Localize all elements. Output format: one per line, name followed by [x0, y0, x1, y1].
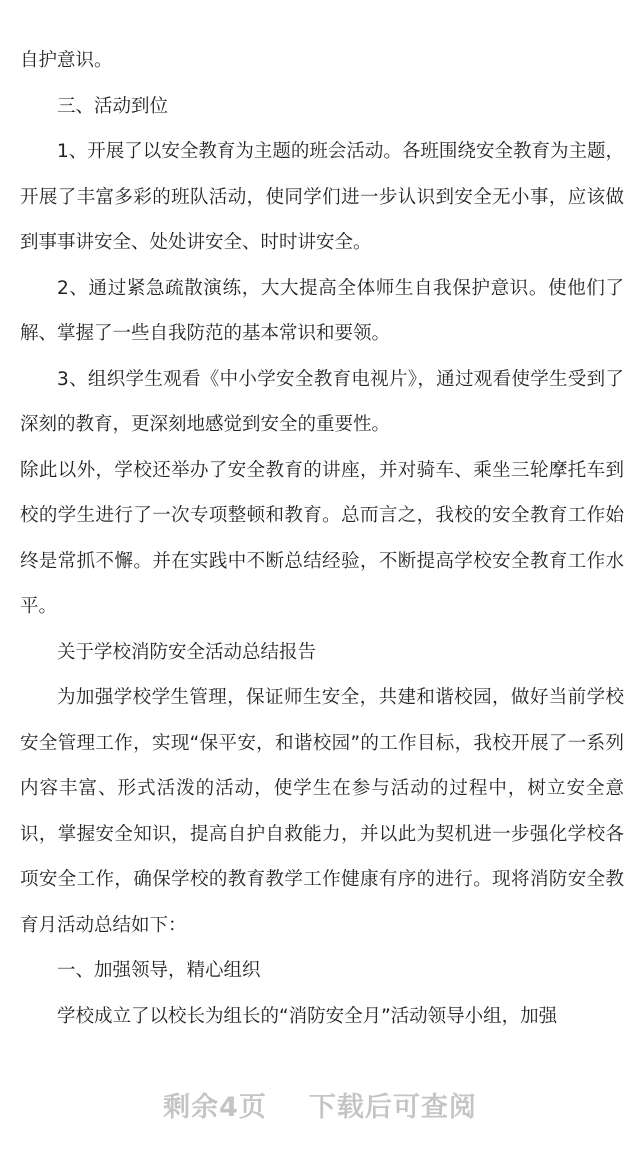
- remaining-pages-label: 剩余4页: [163, 1092, 267, 1123]
- paragraph-item-2: 2、通过紧急疏散演练，大大提高全体师生自我保护意识。使他们了解、掌握了一些自我防范的基本常识和要领。: [20, 277, 624, 344]
- document-body: [20, 38, 624, 1039]
- paragraph-leadership: 学校成立了以校长为组长的“消防安全月”活动领导小组，加强: [57, 1005, 558, 1027]
- section-heading-activities: 三、活动到位: [57, 95, 169, 117]
- download-banner[interactable]: [0, 1088, 640, 1128]
- paragraph-continuation: 自护意识。: [20, 50, 113, 71]
- paragraph-item-3: 3、组织学生观看《中小学安全教育电视片》，通过观看使学生受到了深刻的教育，更深刻地感觉到安全的重要性。: [20, 368, 624, 435]
- download-prompt-label: 下载后可查阅: [308, 1092, 477, 1123]
- paragraph-item-1: 1、开展了以安全教育为主题的班会活动。各班围绕安全教育为主题，开展了丰富多彩的班队活动，使同学们进一步认识到安全无小事，应该做到事事讲安全、处处讲安全、时时讲安全。: [20, 141, 624, 253]
- paragraph-summary: 除此以外，学校还举办了安全教育的讲座，并对骑车、乘坐三轮摩托车到校的学生进行了一次专项整顿和教育。总而言之，我校的安全教育工作始终是常抓不懈。并在实践中不断总结经验，不断提高学校安全教育工作水平。: [20, 459, 624, 617]
- section-heading-leadership: 一、加强领导，精心组织: [57, 960, 261, 981]
- paragraph-intro: 为加强学校学生管理，保证师生安全，共建和谐校园，做好当前学校安全管理工作，实现“保平安，和谐校园”的工作目标，我校开展了一系列内容丰富、形式活泼的活动，使学生在参与活动的过程中，树立安全意识，掌握安全知识，提高自护自救能力，并以此为契机进一步强化学校各项安全工作，确保学校的教育教学工作健康有序的进行。现将消防安全教育月活动总结如下：: [20, 687, 624, 936]
- report-title: 关于学校消防安全活动总结报告: [57, 641, 317, 663]
